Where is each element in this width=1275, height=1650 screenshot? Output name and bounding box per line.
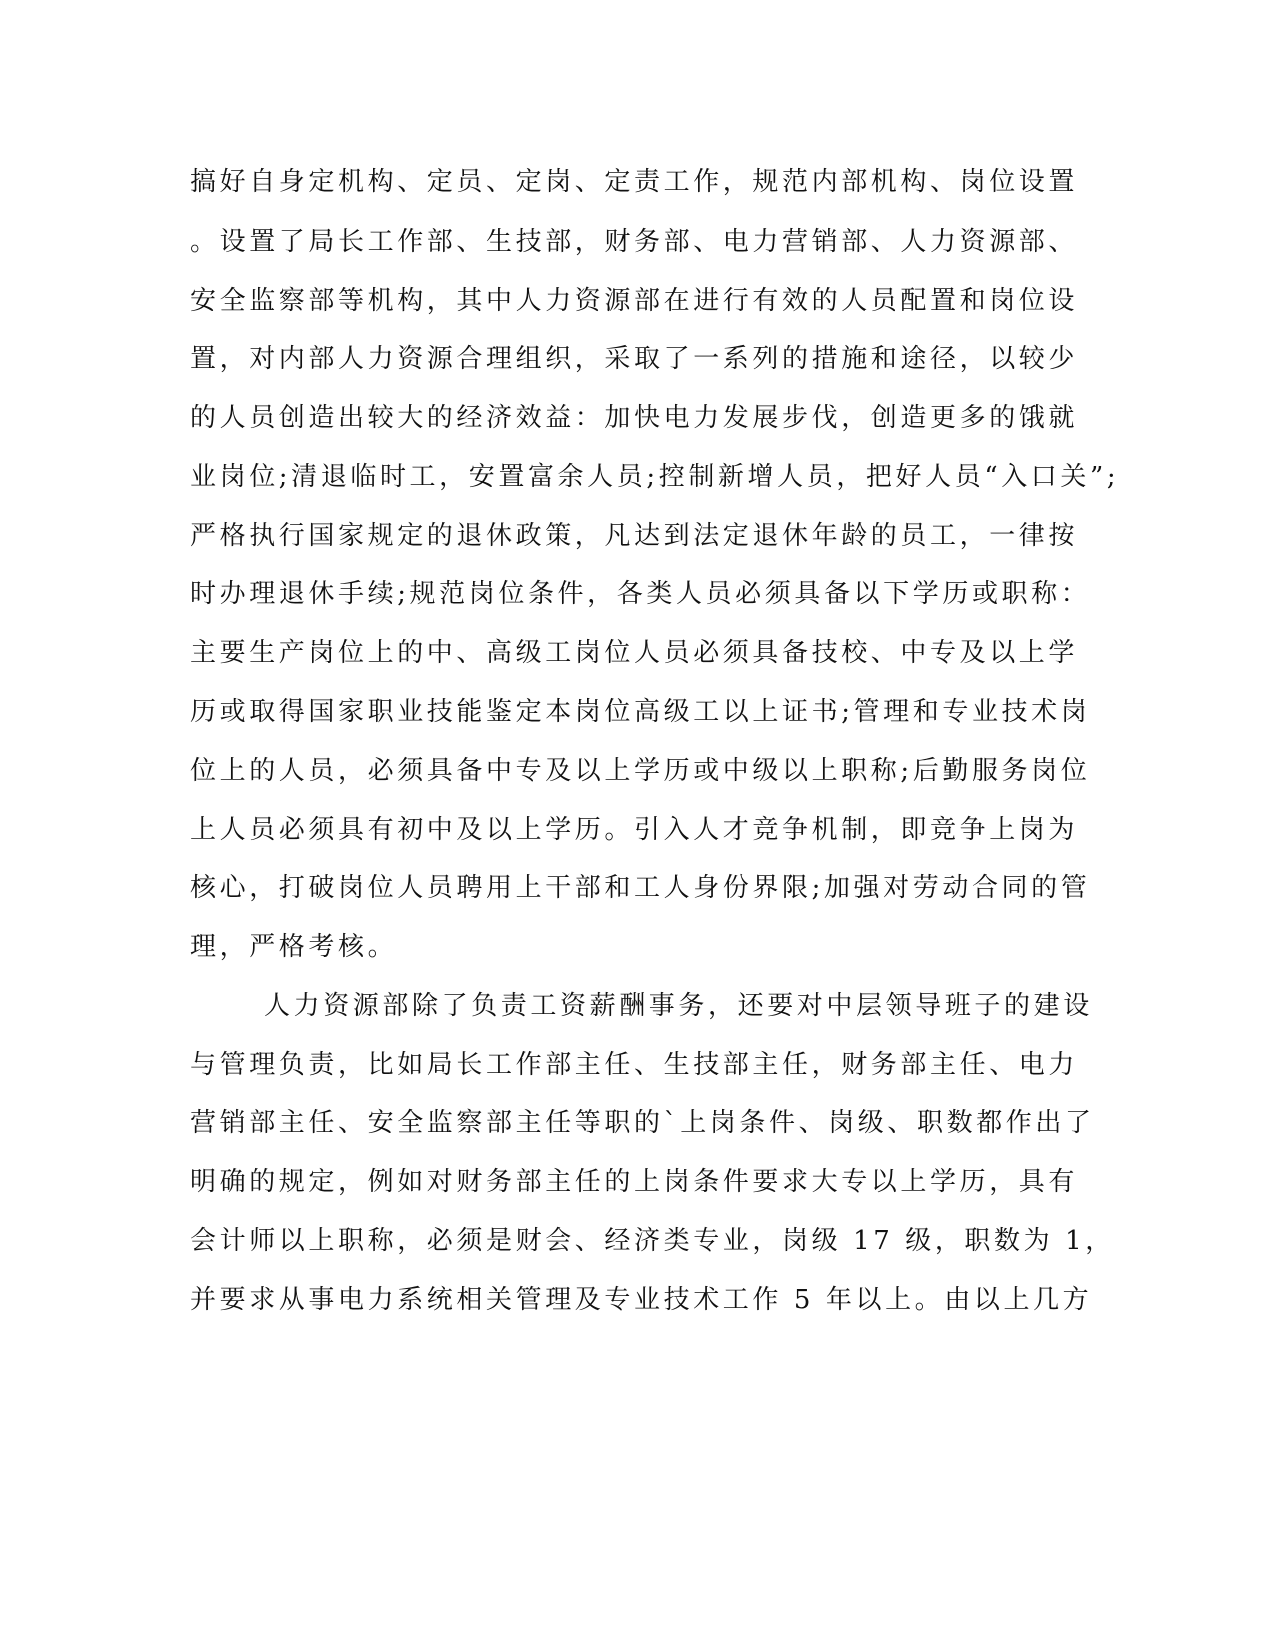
- paragraph-line: 并要求从事电力系统相关管理及专业技术工作 5 年以上。由以上几方: [190, 1285, 1093, 1315]
- paragraph-line: 核心，打破岗位人员聘用上干部和工人身份界限;加强对劳动合同的管: [190, 873, 1091, 903]
- paragraph-line: 置，对内部人力资源合理组织，采取了一系列的措施和途径，以较少: [190, 344, 1079, 374]
- paragraph-line: 安全监察部等机构，其中人力资源部在进行有效的人员配置和岗位设: [190, 286, 1079, 316]
- paragraph-line: 严格执行国家规定的退休政策，凡达到法定退休年龄的员工，一律按: [190, 521, 1079, 551]
- paragraph-line: 业岗位;清退临时工，安置富余人员;控制新增人员，把好人员“入口关”;: [190, 462, 1120, 492]
- paragraph-line: 人力资源部除了负责工资薪酬事务，还要对中层领导班子的建设: [264, 991, 1093, 1021]
- paragraph-line: 营销部主任、安全监察部主任等职的`上岗条件、岗级、职数都作出了: [190, 1108, 1095, 1138]
- paragraph-line: 。设置了局长工作部、生技部，财务部、电力营销部、人力资源部、: [190, 227, 1079, 257]
- paragraph-line: 位上的人员，必须具备中专及以上学历或中级以上职称;后勤服务岗位: [190, 756, 1091, 786]
- paragraph-line: 明确的规定，例如对财务部主任的上岗条件要求大专以上学历，具有: [190, 1167, 1079, 1197]
- paragraph-line: 时办理退休手续;规范岗位条件，各类人员必须具备以下学历或职称：: [190, 579, 1091, 609]
- paragraph-line: 上人员必须具有初中及以上学历。引入人才竞争机制，即竞争上岗为: [190, 815, 1079, 845]
- paragraph-line: 历或取得国家职业技能鉴定本岗位高级工以上证书;管理和专业技术岗: [190, 697, 1091, 727]
- paragraph-line: 的人员创造出较大的经济效益：加快电力发展步伐，创造更多的饿就: [190, 403, 1079, 433]
- paragraph-line: 与管理负责，比如局长工作部主任、生技部主任，财务部主任、电力: [190, 1050, 1079, 1080]
- paragraph-line: 搞好自身定机构、定员、定岗、定责工作，规范内部机构、岗位设置: [190, 167, 1079, 197]
- paragraph-line: 主要生产岗位上的中、高级工岗位人员必须具备技校、中专及以上学: [190, 638, 1079, 668]
- paragraph-line: 会计师以上职称，必须是财会、经济类专业，岗级 17 级，职数为 1，: [190, 1226, 1115, 1256]
- paragraph-line: 理，严格考核。: [190, 932, 398, 962]
